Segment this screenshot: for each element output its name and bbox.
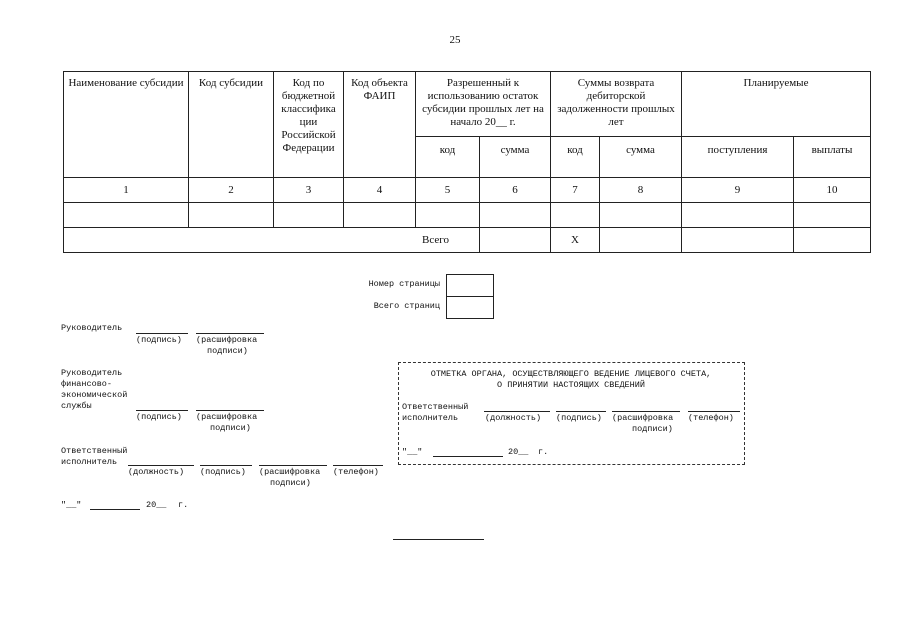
col-number: 3 [274,178,344,203]
account-mark-title-2: О ПРИНЯТИИ НАСТОЯЩИХ СВЕДЕНИЙ [497,380,645,390]
page-number: 25 [449,34,461,46]
subsidy-table [63,71,871,253]
header-receipts: поступления [682,137,794,178]
col-number: 4 [344,178,416,203]
fin-label-1: Руководитель [61,368,123,378]
header-sum: сумма [480,137,551,178]
exec-label-2: исполнитель [61,457,118,467]
right-phone-caption: (телефон) [688,413,734,423]
total-label: Всего [64,228,480,253]
exec-pos-caption: (должность) [128,467,185,477]
header-name: Наименование субсидии [64,72,189,178]
right-exec-label-1: Ответственный [402,402,469,412]
page-number-label: Номер страницы [368,279,440,289]
col-number: 7 [551,178,600,203]
left-date-quote: "__" [61,500,82,510]
col-number: 1 [64,178,189,203]
header-code-2: код [551,137,600,178]
total-pages-box [446,296,494,319]
right-pos-caption: (должность) [485,413,542,423]
header-allowed-balance: Разрешенный к использованию остаток субсидии прошлых лет на начало 20__ г. [416,72,551,137]
fin-sign-caption: (подпись) [136,412,182,422]
right-decode-caption: (расшифровка [612,413,674,423]
exec-label-1: Ответственный [61,446,128,456]
right-decode-caption-2: подписи) [632,424,673,434]
right-date-quote: "__" [402,447,423,457]
head-decode-caption: (расшифровка [196,335,258,345]
account-mark-title-1: ОТМЕТКА ОРГАНА, ОСУЩЕСТВЛЯЮЩЕГО ВЕДЕНИЕ ЛИЦЕВОГО СЧЕТА, [430,369,712,379]
left-date-year: 20__ [146,500,167,510]
col-number: 5 [416,178,480,203]
total-row [64,228,871,253]
header-code: код [416,137,480,178]
col-number: 9 [682,178,794,203]
col-number: 2 [189,178,274,203]
exec-sign-caption: (подпись) [200,467,246,477]
header-sum-2: сумма [600,137,682,178]
header-planned: Планируемые [682,72,871,137]
head-sign-caption: (подпись) [136,335,182,345]
col-number: 6 [480,178,551,203]
fin-label-4: службы [61,401,92,411]
table-row [64,203,871,228]
right-date-g: г. [538,447,549,457]
header-payments: выплаты [794,137,871,178]
page-number-box [446,274,494,297]
right-exec-label-2: исполнитель [402,413,459,423]
header-budget-code: Код по бюджетной классифика ции Российской Федерации [274,72,344,178]
fin-label-2: финансово- [61,379,113,389]
total-pages-label: Всего страниц [373,301,440,311]
exec-decode-caption-2: подписи) [270,478,311,488]
right-sign-caption: (подпись) [556,413,602,423]
header-faip-code: Код объекта ФАИП [344,72,416,178]
fin-label-3: экономической [61,390,128,400]
fin-decode-caption: (расшифровка [196,412,258,422]
exec-phone-caption: (телефон) [333,467,379,477]
fin-decode-caption-2: подписи) [210,423,251,433]
total-x: X [551,228,600,253]
left-date-g: г. [178,500,189,510]
header-subsidy-code: Код субсидии [189,72,274,178]
col-number: 8 [600,178,682,203]
exec-decode-caption: (расшифровка [259,467,321,477]
right-date-year: 20__ [508,447,529,457]
footer-separator [393,539,484,540]
header-returns: Суммы возврата дебиторской задолженности прошлых лет [551,72,682,137]
col-number: 10 [794,178,871,203]
head-label: Руководитель [61,323,123,333]
head-decode-caption-2: подписи) [207,346,248,356]
